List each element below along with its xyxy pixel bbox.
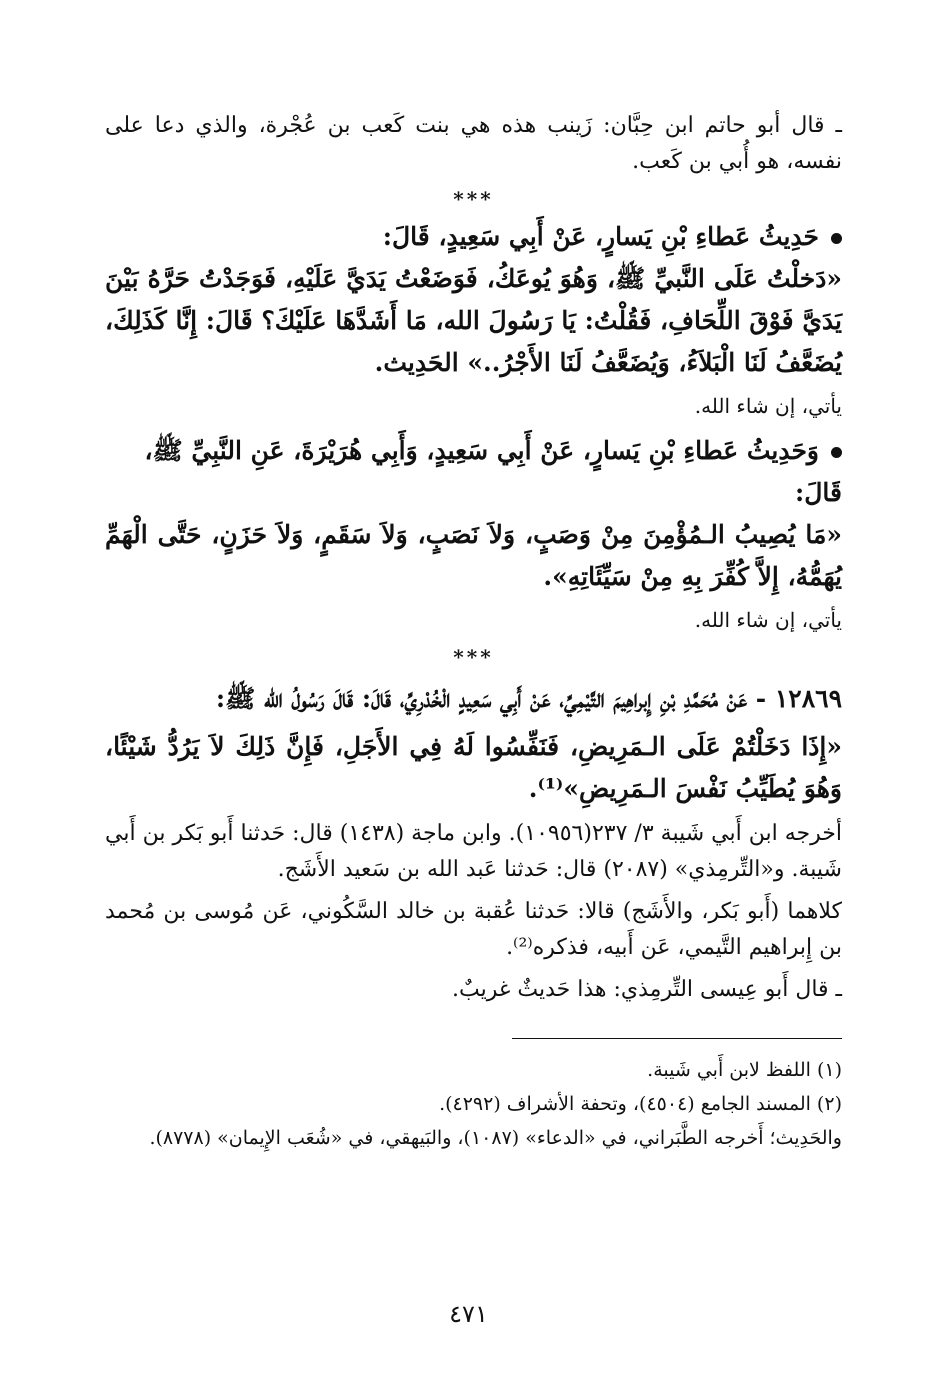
bullet-icon <box>831 233 842 244</box>
hadith-12869-text: «إِذَا دَخَلْتُمْ عَلَى الـمَرِيضِ، فَنَفِّسُوا لَهُ فِي الأَجَلِ، فَإِنَّ ذَلِكَ لاَ يَرُدُّ شَيْئًا، وَهُوَ يُطَيِّبُ نَفْسَ الـمَرِيضِ»⁽¹⁾. <box>105 732 842 803</box>
hadith-1-intro: حَدِيثُ عَطاءِ بْنِ يَسارٍ، عَنْ أَبِي سَعِيدٍ، قَالَ: <box>382 222 819 251</box>
hadith-2-intro: وَحَدِيثُ عَطاءِ بْنِ يَسارٍ، عَنْ أَبِي سَعِيدٍ، وَأَبِي هُرَيْرَةَ، عَنِ النَّبِيِّ ﷺ، قَالَ: <box>144 436 842 507</box>
footnote-3: والحَدِيث؛ أَخرجه الطَّبَراني، في «الدعاء» (١٠٨٧)، والبَيهقي، في «شُعَب الإِيمان» (٨٧٧٨). <box>149 1127 842 1149</box>
hadith-12869-isnad: ١٢٨٦٩ - عَنْ مُحَمَّدِ بْنِ إِبراهِيمَ التَّيْمِيِّ، عَنْ أَبِي سَعِيدٍ الْخُدْرِيِّ، قَالَ: قَالَ رَسُولُ الله ﷺ: <box>215 684 842 713</box>
hadith-2-text: «مَا يُصِيبُ الـمُؤْمِنَ مِنْ وَصَبٍ، وَلاَ نَصَبٍ، وَلاَ سَقَمٍ، وَلاَ حَزَنٍ، حَتَّى الْهَمِّ يُهَمُّهُ، إِلاَّ كُفِّرَ بِهِ مِنْ سَيِّئَاتِهِ». <box>105 520 842 591</box>
page-number: ٤٧١ <box>449 1300 488 1328</box>
footnote-divider <box>512 1038 842 1039</box>
paragraph-ibn-hibban: ـ قال أبو حاتم ابن حِبَّان: زَينب هذه هي بنت كَعب بن عُجْرة، والذي دعا على نفسه، هو أُبي بن كَعب. <box>105 113 842 174</box>
section-separator: *** <box>453 187 494 211</box>
section-separator: *** <box>453 645 494 669</box>
hadith-bullet-1 <box>105 216 842 258</box>
hadith-1-note: يأتي، إن شاء الله. <box>694 394 842 418</box>
bullet-icon <box>831 447 842 458</box>
footnote-1: (١) اللفظ لابن أَبي شَيبة. <box>647 1059 842 1081</box>
hadith-2-note: يأتي، إن شاء الله. <box>694 608 842 632</box>
takhrij-paragraph-2: كلاهما (أَبو بَكر، والأَشَج) قالا: حَدثنا عُقبة بن خالد السَّكُوني، عَن مُوسى بن مُحمد بن إِبراهيم التَّيمي، عَن أَبيه، فذكره⁽²⁾. <box>105 899 842 960</box>
takhrij-paragraph-1: أخرجه ابن أَبي شَيبة ٣/ ٢٣٧(١٠٩٥٦). وابن ماجة (١٤٣٨) قال: حَدثنا أَبو بَكر بن أَبي شَيبة. و«التِّرمِذي» (٢٠٨٧) قال: حَدثنا عَبد الله بن سَعيد الأَشَج. <box>105 821 842 882</box>
hadith-bullet-2 <box>105 430 842 514</box>
footnote-2: (٢) المسند الجامع (٤٥٠٤)، وتحفة الأشراف (٤٢٩٢). <box>439 1093 842 1115</box>
takhrij-paragraph-3: ـ قال أَبو عِيسى التِّرمِذي: هذا حَديثٌ غريبٌ. <box>452 977 842 1002</box>
hadith-1-text: «دَخلْتُ عَلَى النَّبيِّ ﷺ، وَهُوَ يُوعَكُ، فَوَضَعْتُ يَدَيَّ عَلَيْهِ، فَوَجَدْتُ حَرَّهُ بَيْنَ يَدَيَّ فَوْقَ اللِّحَافِ، فَقُلْتُ: يَا رَسُولَ الله، مَا أَشَدَّهَا عَلَيْكَ؟ قَالَ: إِنَّا كَذَلِكَ، يُضَعَّفُ لَنَا الْبَلاَءُ، وَيُضَعَّفُ لَنَا الأَجْرُ..» الحَدِيث. <box>105 264 842 377</box>
